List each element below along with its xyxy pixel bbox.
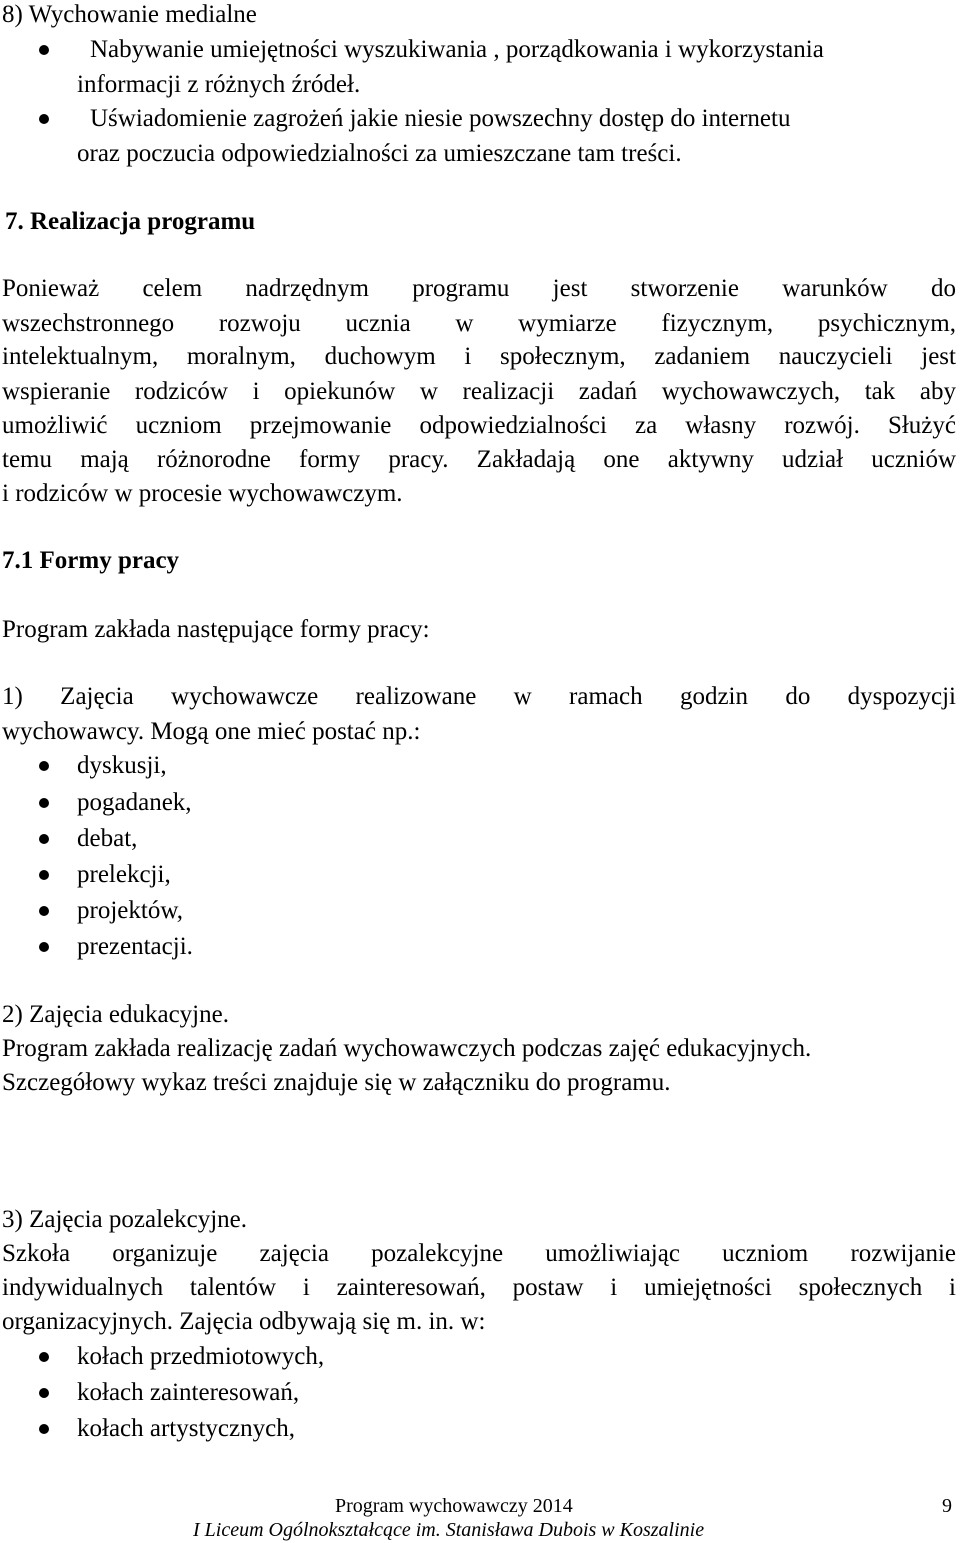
paragraph-line: intelektualnym, moralnym, duchowym i społecznym, zadaniem nauczycieli jest bbox=[2, 343, 956, 370]
list-item: dyskusji, bbox=[77, 752, 167, 779]
bullet-icon bbox=[39, 114, 49, 124]
paragraph-line: Ponieważ celem nadrzędnym programu jest stworzenie warunków do bbox=[2, 275, 956, 302]
bullet-icon bbox=[39, 834, 49, 844]
paragraph-line: wszechstronnego rozwoju ucznia w wymiarze fizycznym, psychicznym, bbox=[2, 310, 956, 337]
list-item-continuation: oraz poczucia odpowiedzialności za umieszczane tam treści. bbox=[77, 140, 682, 167]
list-item: kołach przedmiotowych, bbox=[77, 1343, 325, 1370]
bullet-icon bbox=[39, 761, 49, 771]
paragraph-line: wspieranie rodziców i opiekunów w realizacji zadań wychowawczych, tak aby bbox=[2, 378, 956, 405]
item3-line: indywidualnych talentów i zainteresowań, postaw i umiejętności społecznych i bbox=[2, 1274, 956, 1301]
paragraph-line: umożliwić uczniom przejmowanie odpowiedzialności za własny rozwój. Służyć bbox=[2, 412, 956, 439]
bullet-icon bbox=[39, 1352, 49, 1362]
list-item-continuation: informacji z różnych źródeł. bbox=[77, 71, 361, 98]
bullet-icon bbox=[39, 1424, 49, 1434]
list-item: kołach artystycznych, bbox=[77, 1415, 295, 1442]
list-item: kołach zainteresowań, bbox=[77, 1379, 300, 1406]
bullet-icon bbox=[39, 870, 49, 880]
item2-line: Program zakłada realizację zadań wychowawczych podczas zajęć edukacyjnych. bbox=[2, 1035, 812, 1062]
bullet-icon bbox=[39, 906, 49, 916]
list-item: prezentacji. bbox=[77, 933, 193, 960]
bullet-icon bbox=[39, 942, 49, 952]
list-item: debat, bbox=[77, 825, 138, 852]
footer-title: Program wychowawczy 2014 bbox=[335, 1495, 573, 1517]
item3-line: organizacyjnych. Zajęcia odbywają się m. in. w: bbox=[2, 1308, 486, 1335]
item2-line: Szczegółowy wykaz treści znajduje się w załączniku do programu. bbox=[2, 1069, 671, 1096]
bullet-icon bbox=[39, 798, 49, 808]
list-item: prelekcji, bbox=[77, 861, 171, 888]
list-item: Uświadomienie zagrożeń jakie niesie powszechny dostęp do internetu bbox=[90, 105, 791, 132]
item1-line: wychowawcy. Mogą one mieć postać np.: bbox=[2, 718, 421, 745]
list-item: projektów, bbox=[77, 897, 183, 924]
section7-heading: 7. Realizacja programu bbox=[5, 208, 256, 235]
bullet-icon bbox=[39, 45, 49, 55]
item1-line: 1) Zajęcia wychowawcze realizowane w ramach godzin do dyspozycji bbox=[2, 683, 956, 710]
intro-text: Program zakłada następujące formy pracy: bbox=[2, 616, 430, 643]
list-item: Nabywanie umiejętności wyszukiwania , porządkowania i wykorzystania bbox=[90, 36, 824, 63]
item3-heading: 3) Zajęcia pozalekcyjne. bbox=[2, 1206, 247, 1233]
paragraph-line: temu mają różnorodne formy pracy. Zakładają one aktywny udział uczniów bbox=[2, 446, 956, 473]
item3-line: Szkoła organizuje zajęcia pozalekcyjne umożliwiając uczniom rozwijanie bbox=[2, 1240, 956, 1267]
footer-school: I Liceum Ogólnokształcące im. Stanisława Dubois w Koszalinie bbox=[193, 1519, 705, 1541]
page-number: 9 bbox=[942, 1495, 952, 1517]
bullet-icon bbox=[39, 1388, 49, 1398]
section8-heading: 8) Wychowanie medialne bbox=[2, 1, 257, 28]
section71-heading: 7.1 Formy pracy bbox=[2, 547, 180, 574]
item2-heading: 2) Zajęcia edukacyjne. bbox=[2, 1001, 229, 1028]
list-item: pogadanek, bbox=[77, 789, 192, 816]
paragraph-line: i rodziców w procesie wychowawczym. bbox=[2, 480, 403, 507]
